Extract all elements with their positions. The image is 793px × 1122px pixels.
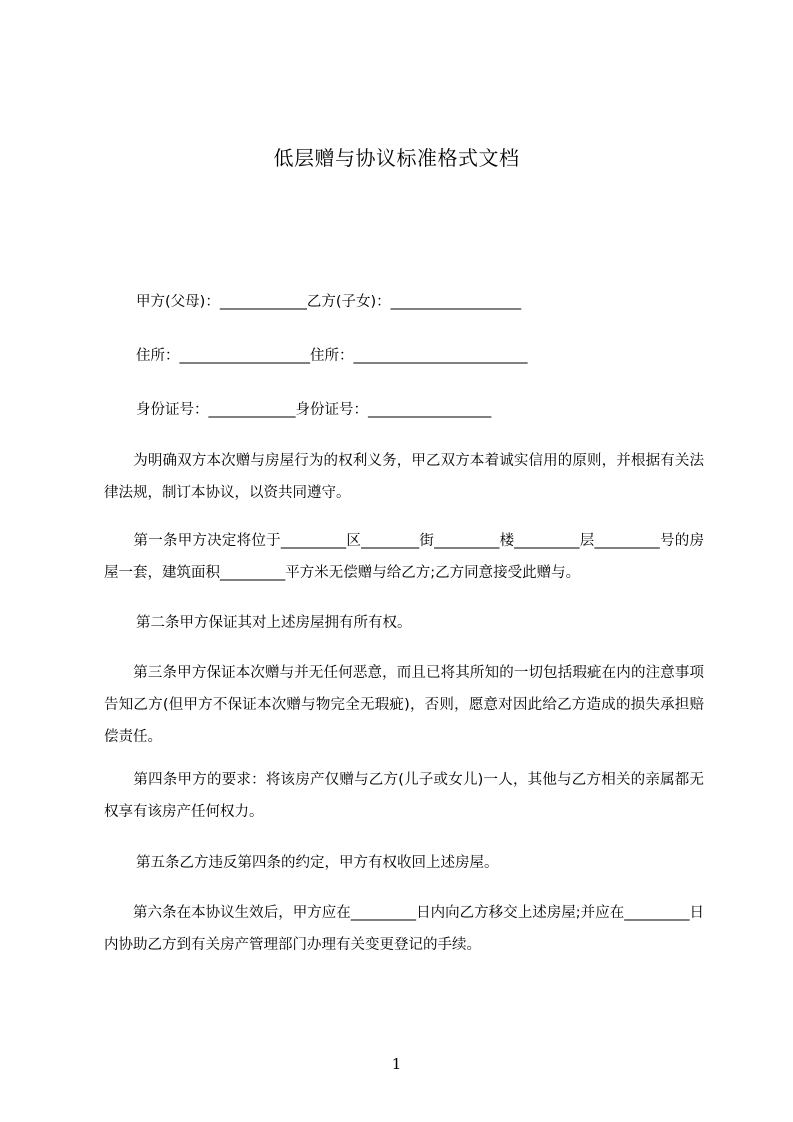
article-6: 第六条在本协议生效后，甲方应在_________日内向乙方移交上述房屋;并应在_________日内协助乙方到有关房产管理部门办理有关变更登记的手续。: [104, 905, 704, 953]
page-number: 1: [391, 1055, 402, 1073]
address-line: 住所：__________________住所：________________________: [136, 348, 528, 364]
article-3: 第三条甲方保证本次赠与并无任何恶意，而且已将其所知的一切包括瑕疵在内的注意事项告知乙方(但甲方不保证本次赠与物完全无瑕疵)，否则，愿意对因此给乙方造成的损失承担赔偿责任。: [104, 665, 704, 745]
document-title: 低层赠与协议标准格式文档: [273, 146, 520, 170]
article-2: 第二条甲方保证其对上述房屋拥有所有权。: [136, 615, 412, 631]
article-4: 第四条甲方的要求：将该房产仅赠与乙方(儿子或女儿)一人，其他与乙方相关的亲属都无权享有该房产任何权力。: [104, 772, 704, 820]
party-line: 甲方(父母)：____________乙方(子女)：__________________: [136, 294, 522, 310]
intro-paragraph: 为明确双方本次赠与房屋行为的权利义务，甲乙双方本着诚实信用的原则，并根据有关法律法规，制订本协议，以资共同遵守。: [104, 453, 704, 501]
id-number-line: 身份证号：____________身份证号：_________________: [136, 402, 492, 418]
article-1: 第一条甲方决定将位于_________区________街_________楼_________层_________号的房屋一套，建筑面积_________平方米无偿赠与给乙方;乙方同意接受此赠与。: [104, 533, 704, 581]
article-5: 第五条乙方违反第四条的约定，甲方有权收回上述房屋。: [136, 855, 499, 871]
